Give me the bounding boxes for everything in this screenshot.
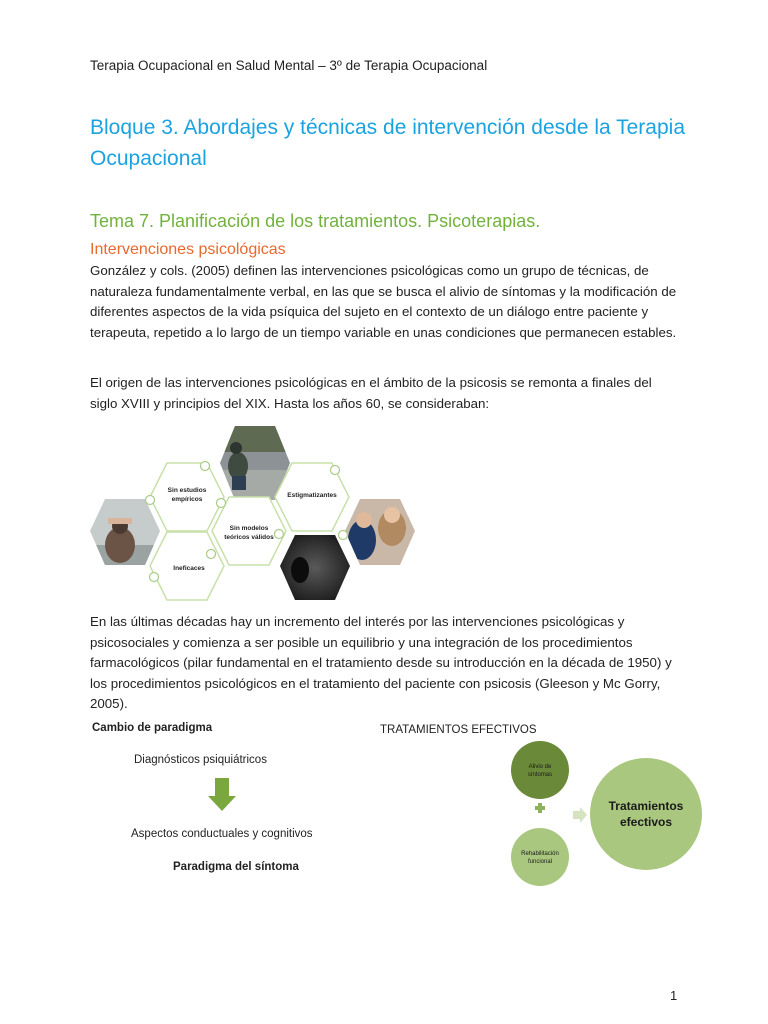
svg-text:funcional: funcional xyxy=(527,859,553,865)
label-estigmatizantes: Estigmatizantes xyxy=(287,492,337,499)
label-sin-modelos-2: teóricos válidos xyxy=(224,534,274,541)
svg-text:síntomas: síntomas xyxy=(527,772,553,778)
right-arrow-icon xyxy=(573,807,587,823)
svg-text:Tratamientos: Tratamientos xyxy=(608,799,684,813)
circle-tratamientos-efectivos xyxy=(590,758,702,870)
section-title: Intervenciones psicológicas xyxy=(90,241,286,258)
label-sin-modelos-1: Sin modelos xyxy=(229,525,269,532)
label-sin-estudios-1: Sin estudios xyxy=(167,487,207,494)
svg-text:efectivos: efectivos xyxy=(619,815,673,829)
circle-rehabilitacion xyxy=(511,828,569,886)
diagnosticos-label: Diagnósticos psiquiátricos xyxy=(134,754,267,766)
label-sin-estudios-2: empíricos xyxy=(171,496,203,503)
photo-hex-right xyxy=(343,497,417,567)
plus-icon xyxy=(535,803,545,813)
tratamientos-diagram xyxy=(500,738,712,890)
photo-hex-left xyxy=(88,497,162,567)
page-header: Terapia Ocupacional en Salud Mental – 3º de Terapia Ocupacional xyxy=(90,58,488,73)
cambio-paradigma-title: Cambio de paradigma xyxy=(92,722,213,734)
svg-text:Rehabilitación: Rehabilitación xyxy=(521,851,559,857)
photo-hex-bottom xyxy=(278,533,352,602)
aspectos-label: Aspectos conductuales y cognitivos xyxy=(131,828,313,840)
circle-alivio xyxy=(511,741,569,799)
page-number: 1 xyxy=(670,988,678,1003)
paradigma-sintoma-label: Paradigma del síntoma xyxy=(173,861,299,873)
block-title: Bloque 3. Abordajes y técnicas de intervención desde la Terapia Ocupacional xyxy=(90,116,686,170)
topic-title: Tema 7. Planificación de los tratamientos. Psicoterapias. xyxy=(90,211,541,231)
paragraph-origin: El origen de las intervenciones psicológicas en el ámbito de la psicosis se remonta a finales del siglo XVIII y principios del XIX. Hasta los años 60, se consideraban: xyxy=(90,375,652,411)
hexagon-diagram xyxy=(88,422,418,604)
down-arrow-icon xyxy=(207,778,237,812)
tratamientos-efectivos-title: TRATAMIENTOS EFECTIVOS xyxy=(380,724,537,736)
paragraph-recent-decades: En las últimas décadas hay un incremento del interés por las intervenciones psicológicas y psicosociales y comienza a ser posible un equilibrio y una integración de los procedimientos farmacológicos (pilar fundamental en el tratamiento desde su introducción en la década de 1950) y los procedimientos psicológicos en el tratamiento del paciente con psicosis (Gleeson y Mc Gorry, 2005). xyxy=(90,614,672,712)
label-ineficaces: Ineficaces xyxy=(173,565,205,572)
svg-text:Alivio de: Alivio de xyxy=(528,764,552,770)
paragraph-definition: González y cols. (2005) definen las intervenciones psicológicas como un grupo de técnicas, de naturaleza fundamentalmente verbal, en las que se busca el alivio de síntomas y la modificación de diferentes aspectos de la vida psíquica del sujeto en el contexto de un diálogo entre paciente y terapeuta, repetido a lo largo de un tiempo variable en unas condiciones que permanecen estables. xyxy=(90,263,677,340)
